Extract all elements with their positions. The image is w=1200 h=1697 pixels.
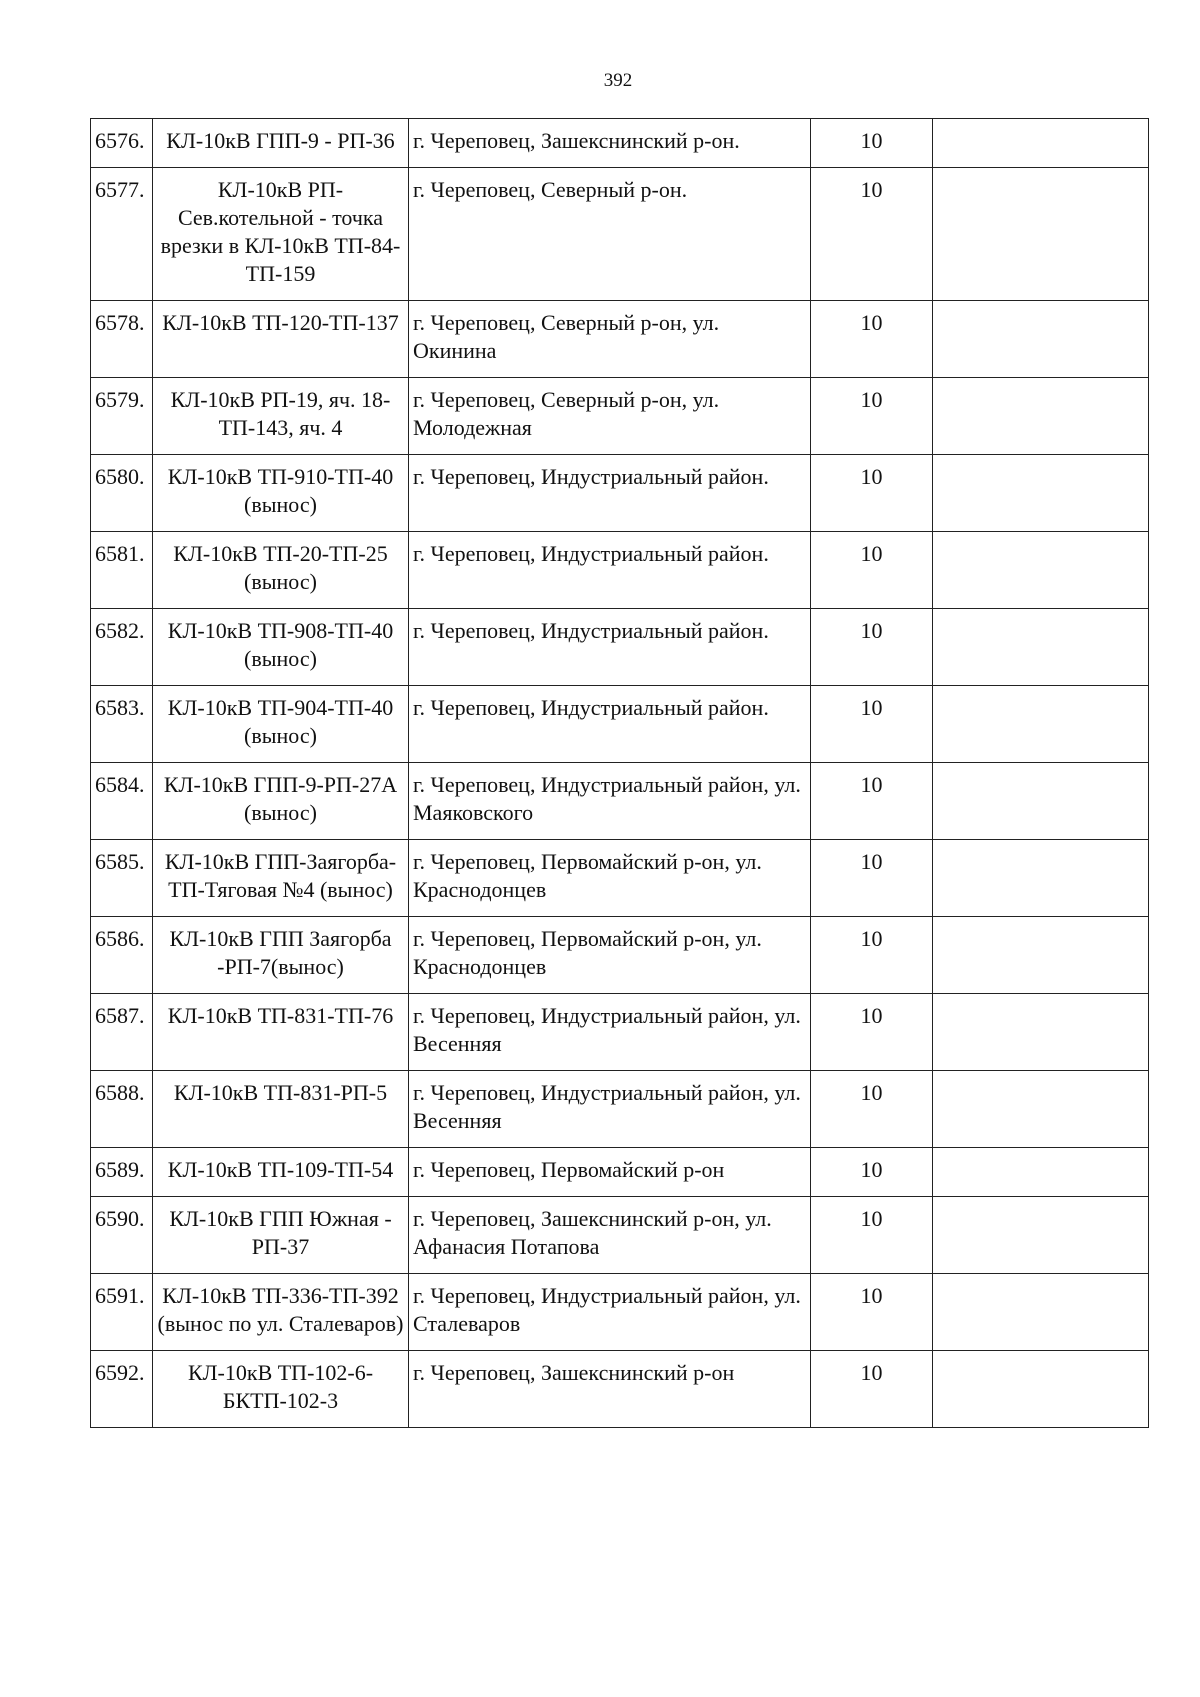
cable-line-name-cell: КЛ-10кВ ТП-20-ТП-25 (вынос) [153,532,409,609]
row-number-cell: 6588. [91,1071,153,1148]
address-cell: г. Череповец, Первомайский р-он, ул. Краснодонцев [409,840,811,917]
table-row [91,168,1149,301]
cable-line-name-cell: КЛ-10кВ ГПП-Заягорба-ТП-Тяговая №4 (вынос) [153,840,409,917]
cable-line-name-cell: КЛ-10кВ ГПП Заягорба -РП-7(вынос) [153,917,409,994]
address-cell: г. Череповец, Индустриальный район, ул. Весенняя [409,994,811,1071]
address-cell: г. Череповец, Северный р-он, ул. Окинина [409,301,811,378]
voltage-cell: 10 [811,1071,933,1148]
address-cell: г. Череповец, Индустриальный район, ул. Сталеваров [409,1274,811,1351]
table-row [91,1274,1149,1351]
table-row [91,763,1149,840]
cable-line-name-cell: КЛ-10кВ ТП-910-ТП-40 (вынос) [153,455,409,532]
address-cell: г. Череповец, Индустриальный район. [409,455,811,532]
voltage-cell: 10 [811,1351,933,1428]
row-number-cell: 6576. [91,119,153,168]
address-cell: г. Череповец, Индустриальный район. [409,686,811,763]
row-number-cell: 6590. [91,1197,153,1274]
extra-cell [933,455,1149,532]
table-row [91,1351,1149,1428]
table-row [91,1148,1149,1197]
extra-cell [933,1274,1149,1351]
table-row [91,1197,1149,1274]
row-number-cell: 6583. [91,686,153,763]
row-number-cell: 6579. [91,378,153,455]
cable-line-name-cell: КЛ-10кВ ТП-336-ТП-392 (вынос по ул. Сталеваров) [153,1274,409,1351]
extra-cell [933,609,1149,686]
page-number: 392 [603,70,633,91]
extra-cell [933,119,1149,168]
extra-cell [933,1351,1149,1428]
cable-line-name-cell: КЛ-10кВ ТП-908-ТП-40 (вынос) [153,609,409,686]
table-row [91,455,1149,532]
cable-line-name-cell: КЛ-10кВ ГПП-9 - РП-36 [153,119,409,168]
table-row [91,840,1149,917]
voltage-cell: 10 [811,1148,933,1197]
cable-line-name-cell: КЛ-10кВ ТП-831-РП-5 [153,1071,409,1148]
cable-line-name-cell: КЛ-10кВ РП-19, яч. 18-ТП-143, яч. 4 [153,378,409,455]
table-row [91,301,1149,378]
address-cell: г. Череповец, Индустриальный район, ул. Маяковского [409,763,811,840]
voltage-cell: 10 [811,378,933,455]
extra-cell [933,301,1149,378]
row-number-cell: 6582. [91,609,153,686]
address-cell: г. Череповец, Зашекснинский р-он. [409,119,811,168]
extra-cell [933,1071,1149,1148]
address-cell: г. Череповец, Северный р-он. [409,168,811,301]
table-row [91,994,1149,1071]
cable-line-name-cell: КЛ-10кВ ТП-904-ТП-40 (вынос) [153,686,409,763]
voltage-cell: 10 [811,840,933,917]
row-number-cell: 6586. [91,917,153,994]
cable-line-name-cell: КЛ-10кВ ГПП Южная - РП-37 [153,1197,409,1274]
table-row [91,378,1149,455]
row-number-cell: 6580. [91,455,153,532]
row-number-cell: 6577. [91,168,153,301]
voltage-cell: 10 [811,1274,933,1351]
address-cell: г. Череповец, Индустриальный район. [409,532,811,609]
row-number-cell: 6589. [91,1148,153,1197]
cable-line-name-cell: КЛ-10кВ ТП-831-ТП-76 [153,994,409,1071]
cable-lines-table [90,118,1149,1428]
extra-cell [933,532,1149,609]
cable-line-name-cell: КЛ-10кВ ТП-102-6-БКТП-102-3 [153,1351,409,1428]
row-number-cell: 6592. [91,1351,153,1428]
row-number-cell: 6591. [91,1274,153,1351]
voltage-cell: 10 [811,455,933,532]
table-row [91,609,1149,686]
extra-cell [933,840,1149,917]
extra-cell [933,168,1149,301]
extra-cell [933,378,1149,455]
voltage-cell: 10 [811,994,933,1071]
table-body [91,119,1149,1428]
table-row [91,119,1149,168]
voltage-cell: 10 [811,119,933,168]
voltage-cell: 10 [811,686,933,763]
voltage-cell: 10 [811,301,933,378]
voltage-cell: 10 [811,168,933,301]
extra-cell [933,994,1149,1071]
voltage-cell: 10 [811,917,933,994]
address-cell: г. Череповец, Первомайский р-он, ул. Краснодонцев [409,917,811,994]
table-row [91,686,1149,763]
cable-line-name-cell: КЛ-10кВ РП-Сев.котельной - точка врезки в КЛ-10кВ ТП-84-ТП-159 [153,168,409,301]
extra-cell [933,686,1149,763]
row-number-cell: 6581. [91,532,153,609]
cable-line-name-cell: КЛ-10кВ ГПП-9-РП-27А (вынос) [153,763,409,840]
address-cell: г. Череповец, Зашекснинский р-он [409,1351,811,1428]
cable-line-name-cell: КЛ-10кВ ТП-120-ТП-137 [153,301,409,378]
table-row [91,532,1149,609]
extra-cell [933,917,1149,994]
address-cell: г. Череповец, Северный р-он, ул. Молодежная [409,378,811,455]
table-row [91,917,1149,994]
voltage-cell: 10 [811,532,933,609]
address-cell: г. Череповец, Индустриальный район. [409,609,811,686]
row-number-cell: 6585. [91,840,153,917]
address-cell: г. Череповец, Первомайский р-он [409,1148,811,1197]
extra-cell [933,1148,1149,1197]
extra-cell [933,1197,1149,1274]
row-number-cell: 6584. [91,763,153,840]
extra-cell [933,763,1149,840]
table-row [91,1071,1149,1148]
address-cell: г. Череповец, Зашекснинский р-он, ул. Афанасия Потапова [409,1197,811,1274]
voltage-cell: 10 [811,609,933,686]
row-number-cell: 6578. [91,301,153,378]
voltage-cell: 10 [811,763,933,840]
cable-line-name-cell: КЛ-10кВ ТП-109-ТП-54 [153,1148,409,1197]
address-cell: г. Череповец, Индустриальный район, ул. Весенняя [409,1071,811,1148]
row-number-cell: 6587. [91,994,153,1071]
voltage-cell: 10 [811,1197,933,1274]
